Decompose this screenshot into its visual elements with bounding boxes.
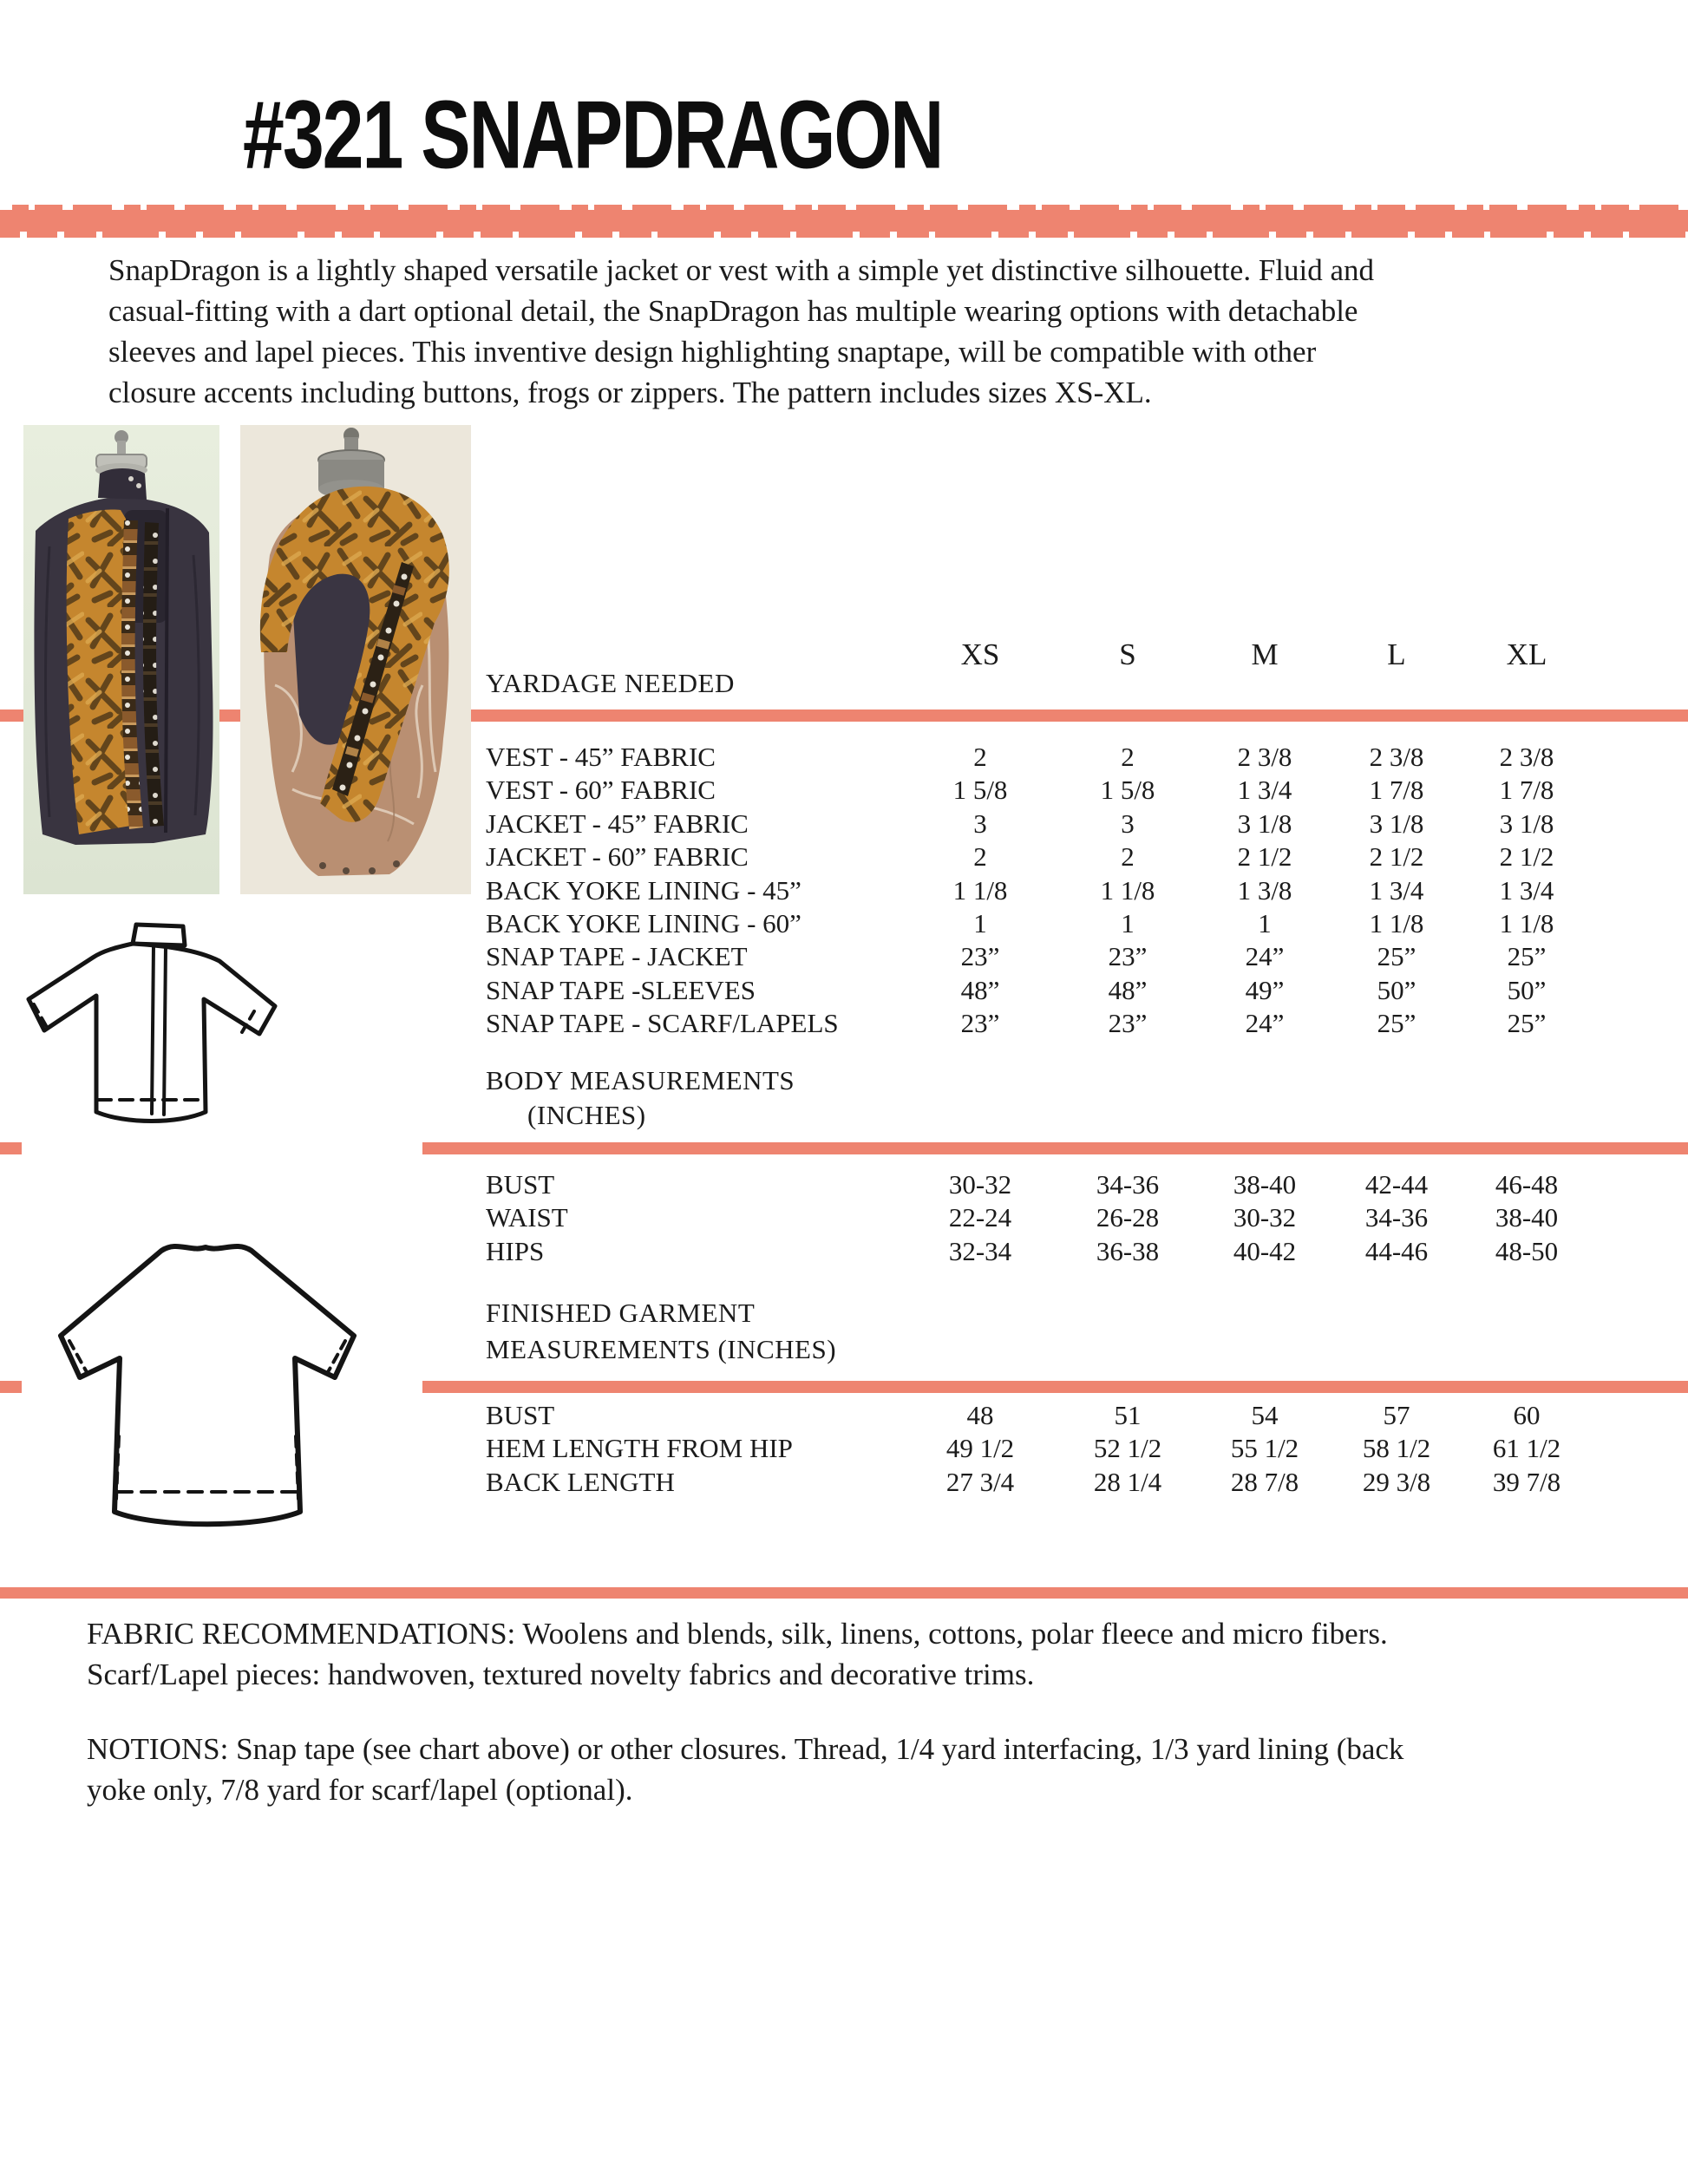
row-label: JACKET - 45” FABRIC xyxy=(486,808,749,839)
row-value-m: 1 xyxy=(1258,907,1272,938)
row-value-s: 3 xyxy=(1121,808,1135,839)
row-value-s: 26-28 xyxy=(1096,1202,1160,1233)
table-row xyxy=(0,742,1688,775)
table-row xyxy=(0,875,1688,908)
row-value-m: 55 1/2 xyxy=(1230,1433,1299,1464)
row-label: BACK YOKE LINING - 45” xyxy=(486,874,801,906)
row-value-s: 1 xyxy=(1121,907,1135,938)
intro-line: SnapDragon is a lightly shaped versatile jacket or vest with a simple yet distinctive silhouette. Fluid and xyxy=(108,253,1375,287)
body-measurements-heading: BODY MEASUREMENTS xyxy=(486,1065,795,1095)
row-value-l: 25” xyxy=(1377,941,1416,972)
table-row xyxy=(0,1467,1688,1500)
row-value-l: 50” xyxy=(1377,974,1416,1005)
divider-stripe-bottom xyxy=(0,1587,1688,1599)
row-value-xl: 60 xyxy=(1513,1400,1541,1430)
finished-measurements-heading: FINISHED GARMENT xyxy=(486,1298,756,1328)
size-header-m: M xyxy=(1251,638,1279,671)
notions xyxy=(87,1729,1648,1810)
notions-line: yoke only, 7/8 yard for scarf/lapel (optional). xyxy=(87,1773,633,1807)
row-value-m: 1 3/4 xyxy=(1237,775,1292,806)
yardage-table xyxy=(0,742,1688,1042)
row-label: JACKET - 60” FABRIC xyxy=(486,841,749,873)
body-measurements-heading-units: (INCHES) xyxy=(527,1100,646,1130)
row-label: SNAP TAPE -SLEEVES xyxy=(486,974,756,1005)
row-value-s: 28 1/4 xyxy=(1093,1466,1162,1497)
row-value-m: 38-40 xyxy=(1233,1169,1297,1200)
row-label: BUST xyxy=(486,1169,555,1200)
row-value-xl: 2 1/2 xyxy=(1499,841,1554,873)
row-value-m: 3 1/8 xyxy=(1237,808,1292,839)
row-label: SNAP TAPE - SCARF/LAPELS xyxy=(486,1008,839,1039)
row-value-xl: 1 3/4 xyxy=(1499,874,1554,906)
row-value-l: 1 7/8 xyxy=(1369,775,1424,806)
row-label: VEST - 45” FABRIC xyxy=(486,742,716,772)
row-value-l: 3 1/8 xyxy=(1369,808,1424,839)
row-value-xs: 23” xyxy=(960,1008,1000,1039)
row-label: HIPS xyxy=(486,1235,545,1266)
row-value-l: 1 3/4 xyxy=(1369,874,1424,906)
row-value-l: 25” xyxy=(1377,1008,1416,1039)
intro-paragraph xyxy=(108,250,1600,413)
yardage-heading: YARDAGE NEEDED xyxy=(486,668,735,698)
table-row xyxy=(0,1008,1688,1041)
row-value-xs: 27 3/4 xyxy=(945,1466,1015,1497)
row-value-l: 1 1/8 xyxy=(1369,907,1424,938)
fabric-recommendations xyxy=(87,1613,1648,1695)
row-label: SNAP TAPE - JACKET xyxy=(486,941,748,972)
size-header-l: L xyxy=(1387,638,1406,671)
row-value-m: 30-32 xyxy=(1233,1202,1297,1233)
row-value-s: 23” xyxy=(1108,941,1148,972)
row-value-s: 1 5/8 xyxy=(1100,775,1155,806)
row-value-xs: 49 1/2 xyxy=(945,1433,1015,1464)
fabric-line: FABRIC RECOMMENDATIONS: Woolens and blends, silk, linens, cottons, polar fleece and micro fibers. xyxy=(87,1617,1388,1651)
row-value-m: 24” xyxy=(1245,1008,1285,1039)
row-value-l: 2 3/8 xyxy=(1369,742,1424,772)
row-value-xl: 48-50 xyxy=(1495,1235,1559,1266)
row-label: BUST xyxy=(486,1400,555,1430)
size-header-xs: XS xyxy=(960,638,1000,671)
row-value-m: 28 7/8 xyxy=(1230,1466,1299,1497)
row-label: BACK YOKE LINING - 60” xyxy=(486,907,801,938)
row-value-xs: 1 xyxy=(973,907,987,938)
table-row xyxy=(0,841,1688,874)
row-value-xl: 25” xyxy=(1507,941,1547,972)
row-value-xs: 30-32 xyxy=(948,1169,1012,1200)
row-value-xs: 1 5/8 xyxy=(952,775,1008,806)
row-value-xl: 50” xyxy=(1507,974,1547,1005)
table-row xyxy=(0,975,1688,1008)
row-value-m: 40-42 xyxy=(1233,1235,1297,1266)
row-value-s: 1 1/8 xyxy=(1100,874,1155,906)
row-value-l: 2 1/2 xyxy=(1369,841,1424,873)
row-value-xl: 3 1/8 xyxy=(1499,808,1554,839)
size-header-s: S xyxy=(1119,638,1136,671)
body-measurements-table xyxy=(0,1169,1688,1269)
finished-measurements-heading-units: MEASUREMENTS (INCHES) xyxy=(486,1334,837,1364)
row-value-xl: 46-48 xyxy=(1495,1169,1559,1200)
row-value-l: 29 3/8 xyxy=(1362,1466,1431,1497)
row-value-s: 2 xyxy=(1121,742,1135,772)
size-column-headers xyxy=(0,638,1688,672)
row-value-m: 1 3/8 xyxy=(1237,874,1292,906)
row-value-xs: 1 1/8 xyxy=(952,874,1008,906)
row-value-xs: 32-34 xyxy=(948,1235,1012,1266)
row-value-s: 36-38 xyxy=(1096,1235,1160,1266)
row-value-xl: 1 7/8 xyxy=(1499,775,1554,806)
row-label: WAIST xyxy=(486,1202,568,1233)
table-row xyxy=(0,941,1688,974)
row-label: VEST - 60” FABRIC xyxy=(486,775,716,806)
intro-line: closure accents including buttons, frogs or zippers. The pattern includes sizes XS-XL. xyxy=(108,376,1152,409)
row-value-xs: 23” xyxy=(960,941,1000,972)
page-title: #321 SNAPDRAGON xyxy=(243,81,943,190)
intro-line: casual-fitting with a dart optional detail, the SnapDragon has multiple wearing options with detachable xyxy=(108,294,1358,328)
row-value-s: 34-36 xyxy=(1096,1169,1160,1200)
table-row xyxy=(0,775,1688,808)
row-value-s: 2 xyxy=(1121,841,1135,873)
row-value-xl: 61 1/2 xyxy=(1492,1433,1561,1464)
table-row xyxy=(0,808,1688,841)
intro-line: sleeves and lapel pieces. This inventive design highlighting snaptape, will be compatible with other xyxy=(108,335,1317,369)
table-row xyxy=(0,1433,1688,1466)
finished-measurements-table xyxy=(0,1400,1688,1500)
row-value-l: 44-46 xyxy=(1364,1235,1429,1266)
row-value-xl: 38-40 xyxy=(1495,1202,1559,1233)
table-row xyxy=(0,1236,1688,1269)
row-value-s: 23” xyxy=(1108,1008,1148,1039)
row-value-xl: 2 3/8 xyxy=(1499,742,1554,772)
row-value-xs: 48 xyxy=(966,1400,994,1430)
size-header-xl: XL xyxy=(1506,638,1547,671)
row-value-xs: 3 xyxy=(973,808,987,839)
table-row xyxy=(0,1202,1688,1235)
row-value-xs: 2 xyxy=(973,742,987,772)
row-value-l: 34-36 xyxy=(1364,1202,1429,1233)
row-value-m: 49” xyxy=(1245,974,1285,1005)
row-value-m: 2 3/8 xyxy=(1237,742,1292,772)
row-value-s: 48” xyxy=(1108,974,1148,1005)
row-value-xs: 22-24 xyxy=(948,1202,1012,1233)
row-label: HEM LENGTH FROM HIP xyxy=(486,1433,793,1464)
table-row xyxy=(0,1169,1688,1202)
row-label: BACK LENGTH xyxy=(486,1466,675,1497)
row-value-xl: 1 1/8 xyxy=(1499,907,1554,938)
row-value-xl: 25” xyxy=(1507,1008,1547,1039)
row-value-xs: 2 xyxy=(973,841,987,873)
notions-line: NOTIONS: Snap tape (see chart above) or other closures. Thread, 1/4 yard interfacing, 1/3 yard lining (back xyxy=(87,1732,1404,1766)
row-value-m: 24” xyxy=(1245,941,1285,972)
row-value-l: 57 xyxy=(1383,1400,1410,1430)
row-value-xs: 48” xyxy=(960,974,1000,1005)
row-value-s: 52 1/2 xyxy=(1093,1433,1162,1464)
divider-stripe-top xyxy=(0,205,1688,238)
row-value-l: 58 1/2 xyxy=(1362,1433,1431,1464)
row-value-l: 42-44 xyxy=(1364,1169,1429,1200)
row-value-xl: 39 7/8 xyxy=(1492,1466,1561,1497)
row-value-m: 2 1/2 xyxy=(1237,841,1292,873)
fabric-line: Scarf/Lapel pieces: handwoven, textured novelty fabrics and decorative trims. xyxy=(87,1658,1035,1691)
row-value-s: 51 xyxy=(1114,1400,1142,1430)
table-row xyxy=(0,1400,1688,1433)
table-row xyxy=(0,908,1688,941)
row-value-m: 54 xyxy=(1251,1400,1279,1430)
